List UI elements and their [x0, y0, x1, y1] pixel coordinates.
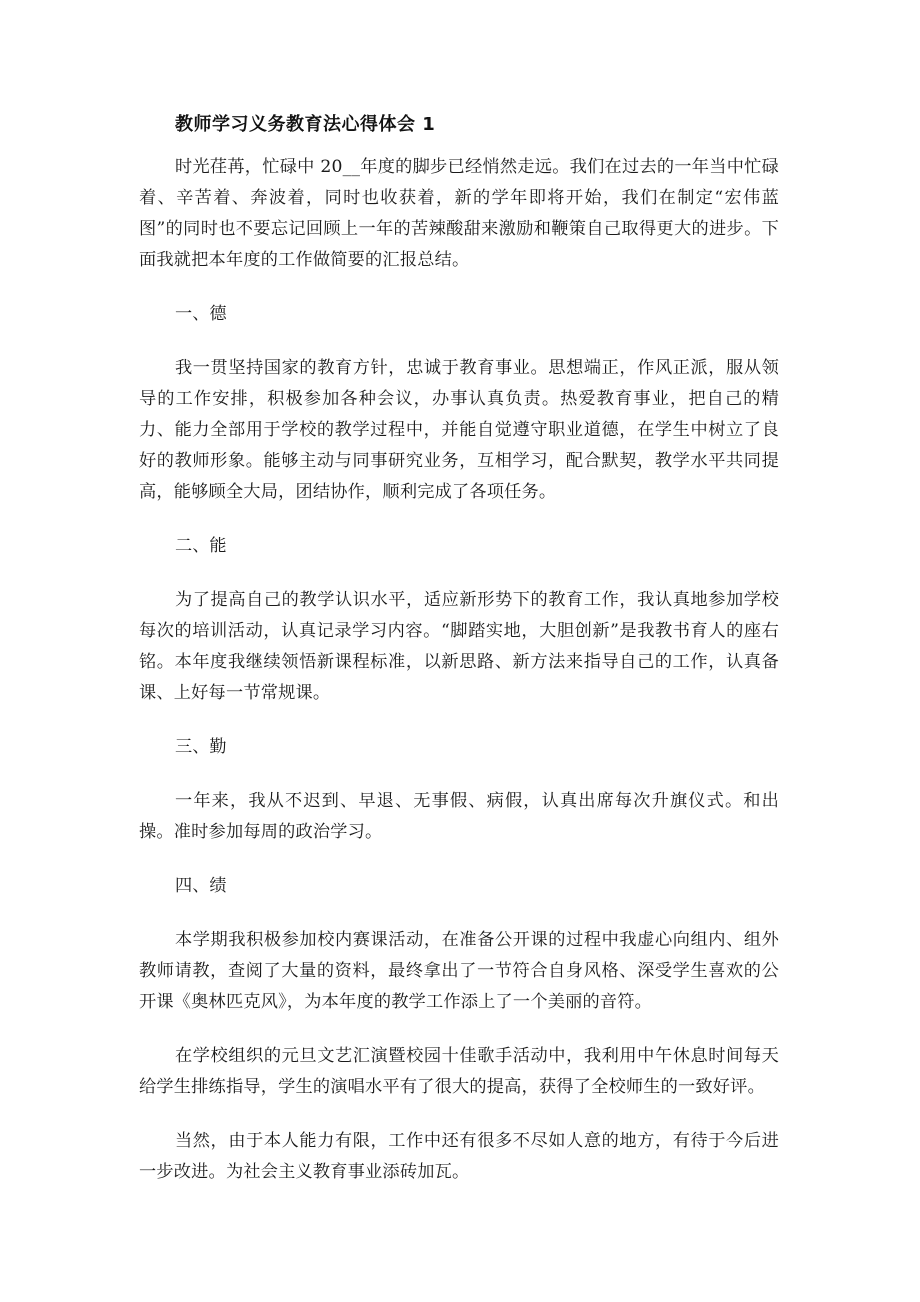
section-heading-virtue: 一、德: [175, 304, 227, 324]
section-heading-ability: 二、能: [175, 536, 227, 556]
ability-paragraph: 为了提高自己的教学认识水平，适应新形势下的教育工作，我认真地参加学校每次的培训活动，认真记录学习内容。“脚踏实地，大胆创新”是我教书育人的座右铭。本年度我继续领悟新课程标准，以新思路、新方法来指导自己的工作，认真备课、上好每一节常规课。: [139, 590, 779, 703]
document-page: [139, 110, 779, 1211]
section-heading-achievement: 四、绩: [175, 876, 227, 896]
achievement-paragraph-1: 本学期我积极参加校内赛课活动，在准备公开课的过程中我虚心向组内、组外教师请教，查阅了大量的资料，最终拿出了一节符合自身风格、深受学生喜欢的公开课《奥林匹克风》，为本年度的教学工作添上了一个美丽的音符。: [139, 930, 779, 1012]
intro-paragraph: 时光荏苒，忙碌中 20__年度的脚步已经悄然走远。我们在过去的一年当中忙碌着、辛苦着、奔波着，同时也收获着，新的学年即将开始，我们在制定“宏伟蓝图”的同时也不要忘记回顾上一年的苦辣酸甜来激励和鞭策自己取得更大的进步。下面我就把本年度的工作做简要的汇报总结。: [139, 157, 779, 270]
diligence-paragraph: 一年来，我从不迟到、早退、无事假、病假，认真出席每次升旗仪式。和出操。准时参加每周的政治学习。: [139, 791, 779, 842]
section-heading-diligence: 三、勤: [175, 737, 227, 757]
virtue-paragraph: 我一贯坚持国家的教育方针，忠诚于教育事业。思想端正，作风正派，服从领导的工作安排，积极参加各种会议，办事认真负责。热爱教育事业，把自己的精力、能力全部用于学校的教学过程中，并能自觉遵守职业道德，在学生中树立了良好的教师形象。能够主动与同事研究业务，互相学习，配合默契，教学水平共同提高，能够顾全大局，团结协作，顺利完成了各项任务。: [139, 358, 779, 502]
document-title: 教师学习义务教育法心得体会 1: [175, 114, 436, 135]
achievement-paragraph-2: 在学校组织的元旦文艺汇演暨校园十佳歌手活动中，我利用中午休息时间每天给学生排练指导，学生的演唱水平有了很大的提高，获得了全校师生的一致好评。: [139, 1046, 779, 1097]
closing-paragraph: 当然，由于本人能力有限，工作中还有很多不尽如人意的地方，有待于今后进一步改进。为社会主义教育事业添砖加瓦。: [139, 1131, 779, 1182]
